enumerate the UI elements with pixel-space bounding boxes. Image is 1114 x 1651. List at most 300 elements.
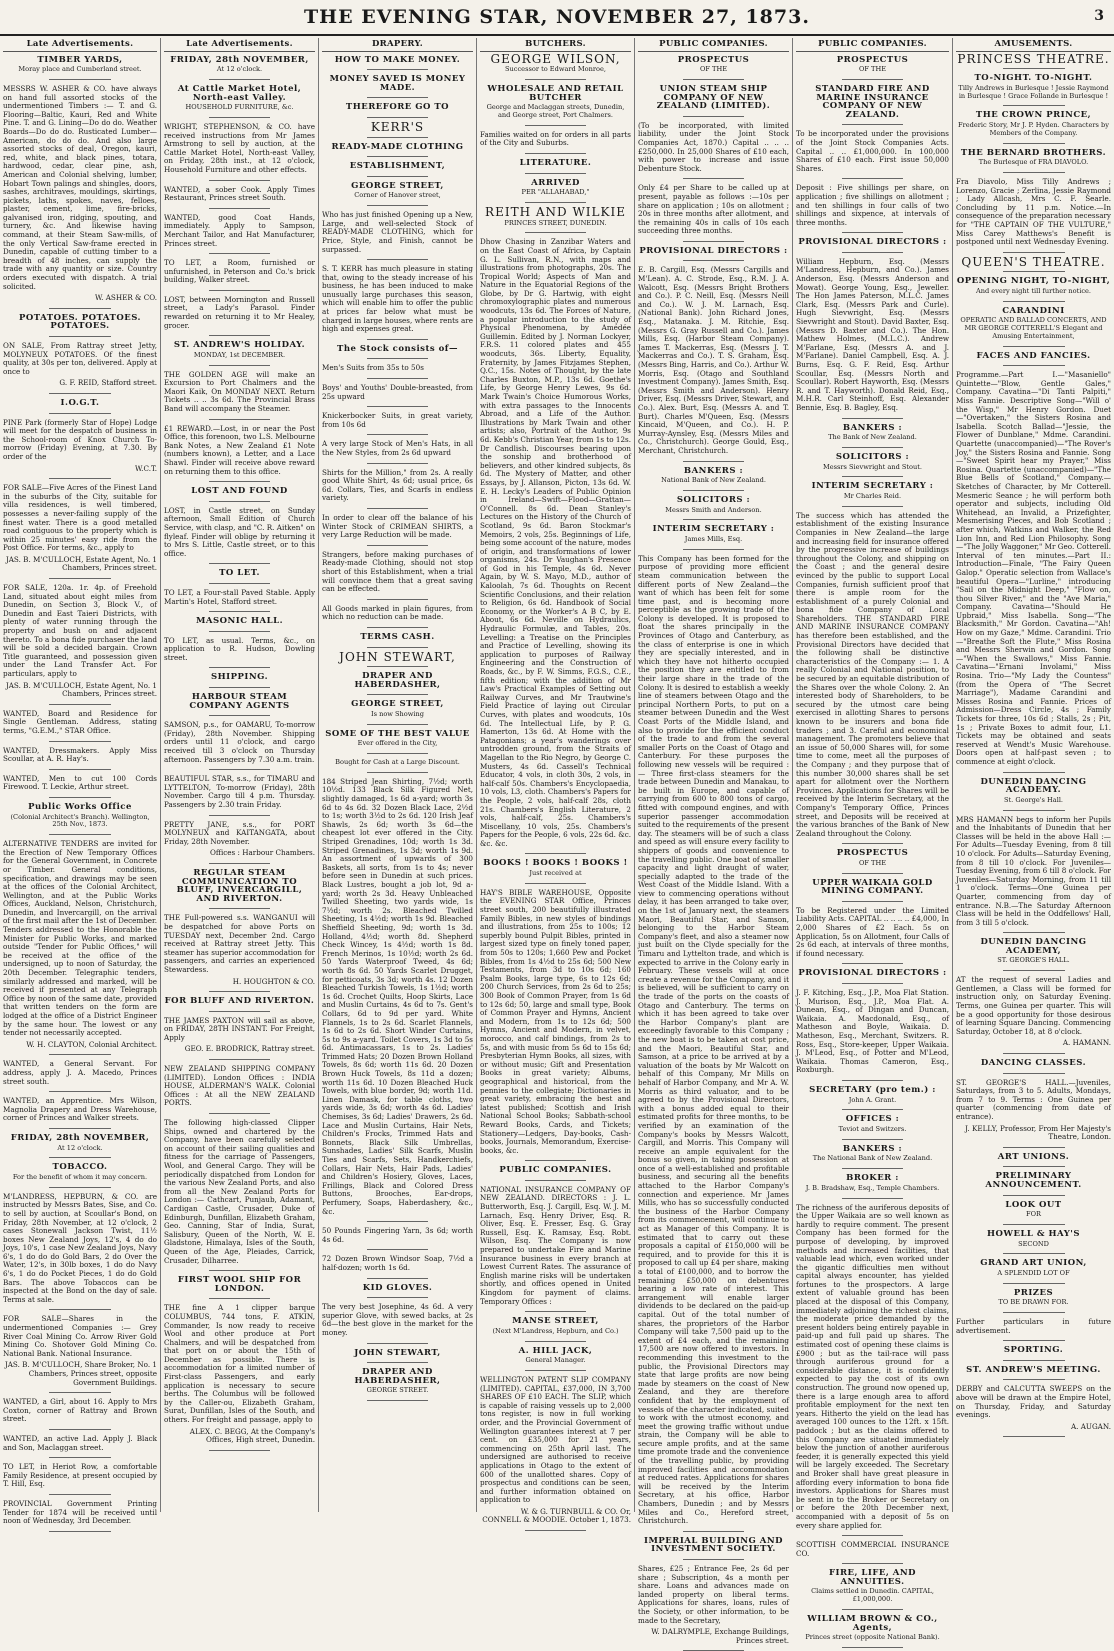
ad-heading: DRAPER AND HABERDASHER, (354, 1367, 441, 1386)
ad-heading: REGULAR STEAM COMMUNICATION TO BLUFF, INVERCARGILL, AND RIVERTON. (176, 867, 303, 904)
ad-heading: KID GLOVES. (362, 1282, 433, 1293)
ad-heading: TERMS CASH. (360, 631, 435, 642)
ad-heading: TOBACCO. (52, 1162, 108, 1173)
ad-body-text: WANTED, good Coat Hands, immediately. Apply to Sampson, Merchant Tailor, and Hat Manufacturer, Princes street. (164, 212, 315, 248)
ad-heading: WILLIAM BROWN & CO., Agents, (807, 1614, 938, 1633)
ad-body-text: WANTED, Men to cut 100 Cords Firewood. T. Leckie, Arthur street. (3, 773, 157, 792)
ad-subheading: James Mills, Esq. (684, 534, 743, 543)
ad-heading: GEORGE STREET, (351, 699, 444, 710)
ad-separator (1003, 932, 1065, 933)
ad-heading: DRAPER AND HABERDASHER, (354, 671, 441, 690)
ad-body-text: THE Full-powered s.s. WANGANUI will be despatched for above Ports on TUESDAY next, December 2nd. Cargo received at Rattray street Jetty. This steamer has superior accommodation for passengers, and carries an experienced Stewardess. (164, 913, 315, 974)
ad-body-text: WANTED, a General Servant. For address, apply J. A. Macedo, Princes street south. (3, 1059, 157, 1086)
ad-body-text: SAMSON, p.s., for OAMARU, To-morrow (Friday), 28th November. Shipping orders until 11 o'clock, and cargo received till 3 o'clock on Thursday afternoon. Passengers by 7.30 a.m. train. (164, 720, 315, 764)
ad-signature: W.C.T. (135, 463, 157, 473)
ad-separator (525, 1341, 585, 1342)
ad-separator (367, 176, 427, 177)
ad-subheading: Ever offered in the City, (357, 739, 438, 748)
ad-body-text: WANTED, an active Lad. Apply J. Black and Son, Maclaggan street. (3, 1433, 157, 1452)
display-heading: QUEEN'S THEATRE. (961, 254, 1106, 269)
ad-subheading: (Next M'Landress, Hepburn, and Co.) (492, 1326, 619, 1335)
ad-separator (209, 631, 269, 632)
column-heading: DRAPERY. (322, 38, 473, 52)
ad-heading: BANKERS : (842, 422, 903, 433)
ad-separator (209, 117, 269, 118)
ad-subheading: Princes street (opposite National Bank). (805, 1633, 940, 1642)
ad-separator (683, 490, 743, 491)
ad-separator (1003, 1224, 1065, 1225)
ad-separator (367, 117, 427, 118)
ad-signature: JAS. B. M'CULLOCH, Share Broker, No. 1 Chambers, Princes street, opposite Government Buildings. (4, 1360, 157, 1387)
ad-separator (367, 694, 427, 695)
ad-separator (209, 180, 269, 181)
ad-heading: PROSPECTUS (836, 54, 909, 65)
ad-separator (209, 501, 269, 502)
ad-heading: BOOKS ! BOOKS ! BOOKS ! (483, 858, 628, 869)
ad-separator (842, 1563, 903, 1564)
ad-heading: MONEY SAVED IS MONEY MADE. (329, 74, 466, 93)
ad-subheading: Bought for Cash at a Large Discount. (335, 758, 460, 767)
ad-separator (367, 1249, 427, 1250)
ad-heading: PROSPECTUS (677, 54, 750, 65)
ad-separator (842, 476, 903, 477)
ad-heading: ART UNIONS. (997, 1151, 1070, 1162)
ad-heading: FIRE, LIFE, AND ANNUITIES. (828, 1568, 917, 1587)
ad-separator (209, 687, 269, 688)
ad-heading: FRIDAY, 28th NOVEMBER, (170, 54, 309, 65)
ad-separator (842, 124, 903, 125)
ad-separator (1003, 105, 1065, 106)
ad-separator (49, 79, 111, 80)
ad-signature: H. HOUGHTON & CO. (232, 976, 315, 986)
ad-separator (367, 753, 427, 754)
ad-heading: HOW TO MAKE MONEY. (334, 54, 461, 65)
ad-separator (1003, 1283, 1065, 1284)
ad-separator (367, 1221, 427, 1222)
ad-body-text: MESSRS W. ASHER & CO. have always on hand full assorted stocks of the undermentioned Timbers :— T. and G. Flooring—Baltic, Kauri, Red and White Pine. T. and G. Lining—Do do do. Weather Boards—Do do do. Rusticated Lumber—American, do do do. And also large assorted stocks of deal, Oregon, kauri, red, white, and black pines, totara, hardwood, cedar, clear pine, ash, American and Colonial shelving, lumber, Hobart Town palings and shingles, doors, sashes, architraves, mouldings, skirtings, pickets, laths, spokes, naves, felloes, plaster, cement, lime, fire-bricks, galvanised iron, ridging, spouting, and turnery, &c. And likewise having command, at their Steam Saw-mills, of the only Vertical Saw-frame erected in Dunedin, capable of cutting timber to a breadth of 48 inches, can supply the trade with any quantity or size. Country orders executed with dispatch. A trial solicited. (3, 83, 157, 291)
ad-separator (842, 843, 903, 844)
ad-separator (209, 1450, 269, 1451)
ad-separator (842, 901, 903, 902)
ad-body-text: Who has just finished Opening up a New, Large, and well-selected Stock of READY-MADE CLOTHING, which for Price, Style, and Finish, cannot be surpassed. (322, 210, 473, 254)
display-heading: REITH AND WILKIE (485, 204, 626, 219)
ad-separator (209, 863, 269, 864)
ad-subheading: The National Bank of New Zealand. (812, 1154, 933, 1163)
ad-separator (49, 1187, 111, 1188)
ad-body-text: E. B. Cargill, Esq. (Messrs Cargills and M'Lean). A. C. Strode, Esq., R.M. J. A. Walcott, Esq. (Messrs Bright Brothers and Co.). P. C. Neill, Esq. (Messrs Neill and Co.). W. J. M. Larnach, Esq. (National Bank). John Richard Jones, Esq., Matanaka. J. M. Ritchie, Esq. (Messrs G. Gray Russell and Co.). James Mills, Esq. (Harbor Steam Company). James T. Mackerras, Esq. (Messrs J. T. Mackerras and Co.). T. S. Graham, Esq. (Messrs Bing, Harris, and Co.). Arthur W. Morris, Esq. (Otago and Southland Investment Company). James Smith, Esq. (Messrs Smith and Anderson). Henry Driver, Esq. (Messrs Driver, Stewart, and Co.). Alex. Burt, Esq. (Messrs A. and T. Burt). Charles M'Queen, Esq. (Messrs Kincaid, M'Queen, and Co.). H. P. Murray-Aynsley, Esq. (Messrs Miles and Co., Christchurch). George Gould, Esq., Merchant, Christchurch. (638, 265, 789, 455)
ad-separator (367, 599, 427, 600)
ad-subheading: PRINCES STREET, DUNEDIN. (504, 218, 607, 227)
ad-body-text: Fra Diavolo, Miss Tilly Andrews ; Lorenzo, Gracie ; Zerlina, Jessie Raymond ; Lady Allcash, Mrs C. F. Searle. Concluding by 11 p.m. Notice.—In consequence of the preparation necessary for "THE CAPTAIN OF THE VULTURE," Miss Carey Matthews's Benefit is postponed until next Wednesday Evening. (956, 176, 1111, 247)
ad-body-text: AT the request of several Ladies and Gentlemen, a Class will be formed for instruction only, on Saturday Evening. Terms, one Guinea per quarter. This will be a good opportunity for those desirous of learning Square Dancing. Commencing Saturday, October 18, at 8 o'clock. (956, 975, 1111, 1036)
ad-body-text: WANTED, Dressmakers. Apply Miss Scoullar, at A. R. Hay's. (3, 745, 157, 764)
ad-subheading: At 12 o'clock. (216, 65, 263, 74)
ad-body-text: FOR SALE—Shares in the undermentioned Companies :— Grey River Coal Mining Co. Arrow River Gold Mining Co. Shotover Gold Mining Co. National Bank. National Insurance. (3, 1314, 157, 1358)
ad-subheading: MONDAY, 1st DECEMBER. (193, 350, 286, 359)
column-4 (476, 38, 634, 1525)
ad-separator (1003, 1253, 1065, 1254)
ad-subheading: St. George's Hall. (1003, 795, 1064, 804)
ad-separator (367, 358, 427, 359)
ad-separator (842, 447, 903, 448)
ad-body-text: HAY'S BIBLE WAREHOUSE, Opposite the EVENING STAR Office, Princes street south, 200 beautifully illustrated Family Bibles, in new styles of bindings and illustrations, from 25s to 100s; 12 superbly bound Pulpit Bibles, printed in largest sized type on finely toned paper, from 50s to 120s; 1,660 Pew and Pocket Bibles, from 1s 4½d to 25s 6d; 500 New Testaments, from 3d to 10s 6d; 160 Psalm Books, large type, 6s to 12s 6d; 200 Church Services, from 2s 6d to 25s; 300 Book of Common Prayer, from 1s 6d to 12s 6d; 50, large and small type, Book of Common Prayer and Hymns, Ancient and Modern, from 1s to 12s 6d; 500 Hymns, Ancient and Modern, in velvet, morocco, and calf bindings, from 2s to 5s, and with music from 5s 6d to 15s 6d; Presbyterian Hymn Books, all sizes, with or without music; Gift and Presentation Books in great variety; Albums, geographical and historical, from the pennies to the collegiate; Dictionaries in great variety, embracing the best and latest published; Scottish and Irish National School Books; Sabbath-school Reward Books, Cards, and Tickets; Stationery—Ledgers, Day-books, Cash-books, Journals, Memorandum, Exercise-books, &c. (480, 887, 631, 1155)
ad-body-text: Shares, £25 ; Entrance Fee, 2s 6d per share ; Subscription, 4s a month per share. Loans and advances made on landed property on liberal terms. Applications for shares, loans, rules of the Society, or other information, to be made to the Secretary, (638, 1564, 789, 1625)
ad-signature: Offices : Harbour Chambers. (209, 848, 315, 858)
ad-body-text: THE fine A 1 clipper barque COLUMBUS, 744 tons, F. ATKIN, Commander, Is now ready to receive Wool and other produce at Port Chalmers, and will be despatched from that port on or about the 15th of December as possible. There is accommodation for a limited number of First-class Passengers, and early application is necessary to secure berths. The Columbus will be followed by the Caller-ou, Elizabeth Graham, Surat, Dunfillan, Isles of the South, and others. For freight and passage, apply to (164, 1303, 315, 1425)
ad-separator (209, 290, 269, 291)
ad-separator (842, 873, 903, 874)
ad-body-text: MRS HAMANN begs to inform her Pupils and the Inhabitants of Dunedin that her Classes will be held in the above Hall :— For Adults—Tuesday Evening, from 8 till 10 o'clock. For Adults—Saturday Evening, from 8 till 10 o'clock. For Juveniles—Tuesday Evening, from 6 till 8 o'clock. For Juveniles—Saturday Morning, from 11 till 1 o'clock. Terms—One Guinea per Quarter, commencing from day of entrance. N.B.—The Saturday Afternoon Class will be held in the Oddfellows' Hall, from 3 till 5 o'clock. (956, 814, 1111, 927)
ad-body-text: PRETTY JANE, s.s., for PORT MOLYNEUX and KAITANGATA, about Friday, 28th November. (164, 819, 315, 846)
ad-heading: HARBOUR STEAM COMPANY AGENTS (189, 692, 290, 711)
ad-heading: PRIZES (1013, 1287, 1054, 1298)
ad-heading: POTATOES. POTATOES. POTATOES. (18, 312, 142, 332)
ad-heading: GRAND ART UNION, (980, 1258, 1087, 1269)
ad-separator (525, 125, 585, 126)
ad-separator (1003, 1073, 1065, 1074)
ad-separator (209, 1113, 269, 1114)
ad-heading: PROVISIONAL DIRECTORS : (798, 237, 947, 248)
ad-heading: FOR BLUFF AND RIVERTON. (164, 996, 315, 1007)
ad-separator (683, 519, 743, 520)
ad-heading: THE BERNARD BROTHERS. (960, 147, 1107, 158)
ad-separator (209, 79, 269, 80)
ad-subheading: GEORGE STREET. (366, 1386, 429, 1395)
ad-subheading: National Bank of New Zealand. (661, 476, 766, 485)
ad-separator (525, 1370, 585, 1371)
ad-heading: PROVISIONAL DIRECTORS : (639, 245, 788, 256)
ad-heading: READY-MADE CLOTHING (331, 141, 464, 152)
ad-separator (209, 253, 269, 254)
ad-body-text: William Hepburn, Esq. (Messrs M'Landress, Hepburn, and Co.). James Anderson, Esq. (Messrs Anderson and Mowat). George Young, Esq., Jeweller. The Hon James Paterson, M.L.C. James Clark, Esq. (Messrs Park and Curle). Hugh Sievwright, Esq. (Messrs Sievwright and Stout). David Baxter, Esq. (Messrs D. Baxter and Co.). The Hon. Mathew Holmes, (M.L.C.). Andrew M'Farlane, Esq. (Messrs A. and J. M'Farlane). Daniel Campbell, Esq. A. J. Burns, Esq. G. F. Reid, Esq. Arthur Scoullar, Esq. (Messrs North and Scoullar). Robert Hayworth, Esq. (Messrs R. and T. Hayworth). Donald Reid, Esq., M.H.R. Carl Steinhoff, Esq. Alexander Bennie, Esq. B. Bagley, Esq. (796, 256, 949, 412)
ad-separator (1003, 1166, 1065, 1167)
ad-separator (525, 79, 585, 80)
ad-body-text: The richness of the auriferous deposits of the Upper Waikaia are so well known as hardly to require comment. The present Company has been formed for the purpose of developing, by improved methods and increased facilities, that valuable lead which, even worked under the gigantic difficulties men without capital always encounter, has yielded fortunes to the prospectors. A large extent of valuable ground has been placed at the disposal of this Company, immediately adjoining the richest claims, the moderate price demanded by the present holders being entirely payable in paid-up and full paid up shares. The estimated cost of opening these claims is £900 ; but as the tail-race will pass through auriferous ground for a considerable distance, it is confidently expected to pay the cost of its own construction. The ground now opened up, there is a large enough area to afford profitable employment for the next ten years. Hitherto the yield on the lead has averaged 100 ounces to the 12ft. x 15ft. paddock ; but as the claims offered to this Company are situated immediately below the junction of another auriferous feeder, it is generally expected this yield will be largely exceeded. The Secretary and Broker shall have great pleasure in affording every information to bona fide investors. Applications for Shares must be sent in to the Broker or Secretary on or before the 20th December next, accompanied with a deposit of 5s on every share applied for. (796, 1202, 949, 1530)
ad-heading: The Stock consists of— (337, 343, 458, 354)
ad-subheading: General Manager. (525, 1356, 586, 1365)
ad-separator (1003, 143, 1065, 144)
ad-signature: GEO. E. BRODRICK, Rattray street. (184, 1044, 315, 1054)
ad-heading: FACES AND FANCIES. (976, 350, 1091, 361)
ad-signature: JAS. B. M'CULLOCH, Estate Agent, No. 1 Chambers, Princes street. (5, 554, 157, 573)
column-5 (634, 38, 792, 1645)
ad-subheading: Is now Showing (371, 709, 424, 718)
ad-separator (49, 578, 111, 579)
column-7 (952, 38, 1114, 1512)
ad-separator (1003, 271, 1065, 272)
ad-separator (1003, 1360, 1065, 1361)
ad-heading: CARANDINI (1002, 305, 1065, 316)
column-3 (318, 38, 476, 1512)
ad-separator (367, 545, 427, 546)
page-number: 3 (1094, 8, 1104, 24)
ad-separator (209, 667, 269, 668)
ad-separator (209, 1011, 269, 1012)
ad-heading: SOLICITORS : (835, 451, 910, 462)
ad-body-text: LOST, in Castle street, on Sunday afternoon, Small Edition of Church Service, with clasp, and "C. R. Aitken" on flyleaf. Finder will oblige by returning it to Mrs S. Little, Castle street, or to this office. (164, 505, 315, 558)
ad-body-text: This Company has been formed for the purpose of providing more efficient steam communication between the different ports of New Zealand—the want of which has been felt for some time past, and is becoming more perceptible as the growing trade of the Colony is developed. It is proposed to float the shares principally in the Provinces of Otago and Canterbury, as the class of enterprise is one in which they are specially interested, and in which they have not hitherto occupied the position they are entitled to from their large share in the trade of the Colony. It is desired to establish a weekly line of steamers between Otago and the principal Northern Ports, to put on a steamer between Dunedin and the West Coast Ports of the Middle Island, and also to provide for the efficient conduct of the trade to and from the several smaller Ports on the Coast of Otago and Canterbury. For these purposes the following new vessels will be required :— Three first-class steamers for the trade between Dunedin and Manakau, to be built in Europe, and capable of carrying from 600 to 800 tons of cargo, fitted with compound engines, and with superior passenger accommodation suited to the requirements of the present day. The steamers will be of such a class and speed as will ensure every facility to shippers of goods and convenience to the travelling public. One boat of smaller capacity and light draught of water, specially adapted to the trade of the West Coast of the Middle Island. With a view to commencing operations without delay, it has been arranged to take over, on the 1st of January next, the steamers Maori, Beautiful Star, and Samson, belonging to the Harbor Steam Company's fleet, and also a steamer now just built on the Clyde specially for the Timaru and Lyttelton trade, and which is expected to arrive in the Colony early in February. These vessels will at once create a revenue for the Company, and it is believed, will be sufficient to carry on the trade of the ports on the coasts of Otago and Canterbury. The terms on which it has been agreed to take over the Harbor Company's plant are exceedingly favorable to this Company ; the new boat is to be taken at cost price, and the Maori, Beautiful Star, and Samson, at a price to be arrived at by a valuation of the boats by Mr Walcott on behalf of this Company, Mr Mills on behalf of Harbor Company, and Mr A. W. Morris as third valuator, and to be agreed to by the Provisional Directors, with a bonus added equal to their estimated profits for three months, to be verified by an examination of the Company's books by Messrs Walcott, Cargill, and Morris. This Company will receive an ample equivalent for the bonus so given, in taking possession at once of a well-established and profitable business, and securing all the benefits attached to the Harbor Company's connection and experience. Mr James Mills, who has so successfully conducted the business of the Harbor Company from its commencement, will continue to act as Manager of this Company. It is estimated that to carry out these proposals a capital of £150,000 will be required, and to provide for this it is proposed to call up £4 per share, making a total of £100,000, and to borrow the remaining £50,000 on debentures bearing a low rate of interest. This arrangement will enable larger dividends to be declared on the paid-up capital. Out of the total number of shares, the proprietors of the Harbor Company will take 7,500 paid up to the extent of £4 each, and the remaining 17,500 are now offered to investors. In recommending this investment to the public, the Provisional Directors may state that large profits are now being made by steamers on the coast of New Zealand, and they are therefore confident that by the employment of vessels of the character indicated, suited to work with the utmost economy, and meet the growing traffic without undue strain, the Company will be able to secure ample profits, and at the same time promote trade and the convenience of the travelling public, by providing improved facilities and accommodation at reduced rates. Applications for shares will be received by the Interim Secretary, at his office, Harbor Chambers, Dunedin ; and by Messrs Miles and Co., Hereford street, Christchurch. (638, 553, 789, 1526)
ad-heading: PROSPECTUS (836, 848, 909, 859)
ad-separator (525, 853, 585, 854)
ad-body-text: 50 Pounds Fingering Yarn, 3s 6d; worth 4s 6d. (322, 1226, 473, 1244)
ad-subheading: TO BE DRAWN FOR. (998, 1298, 1069, 1307)
ad-body-text: TO LET, in Heriot Row, a comfortable Family Residence, at present occupied by T. Hill, Esq. (3, 1462, 157, 1489)
ad-separator (367, 463, 427, 464)
ad-separator (209, 1298, 269, 1299)
ad-heading: WHOLESALE AND RETAIL BUTCHER (487, 83, 624, 103)
ad-subheading: J. B. Bradshaw, Esq., Temple Chambers. (805, 1183, 940, 1192)
ad-body-text: WELLINGTON PATENT SLIP COMPANY (LIMITED). CAPITAL, £37,000, IN 3,700 SHARES OF £10 EACH. The SLIP, which is capable of raising vessels up to 2,000 tons register, is now in full working order, and the Provincial Government of Wellington guarantees interest at 7 per cent. on £35,000 for 21 years, commencing on 25th April last. The undersigned are authorised to receive applications in Otago to the extent of 600 of the unallotted shares. Copy of prospectus and conditions can be seen, and further information obtained on application to (480, 1374, 631, 1505)
ad-heading: JOHN STEWART, (354, 1347, 441, 1358)
ad-separator (367, 97, 427, 98)
ad-separator (1003, 810, 1065, 811)
ad-separator (1003, 1312, 1065, 1313)
ad-separator (842, 178, 903, 179)
ad-body-text: To be incorporated under the provisions of the Joint Stock Companies Acts. Capital .. .. £1,000,000. In 100,000 Shares of £10 each. First issue 50,000 Shares. (796, 129, 949, 173)
ad-body-text: ON SALE, From Rattray street Jetty, MOLYNEUX POTATOES. Of the finest quality, at 30s per ton, delivered. Apply at once to (3, 341, 157, 376)
ad-separator (49, 834, 111, 835)
ad-separator (209, 908, 269, 909)
ad-body-text: Knickerbocker Suits, in great variety, from 10s 6d (322, 411, 473, 429)
ad-body-text: Programme.—Part I.—"Masaniello" Quintette—"Blow, Gentle Gales," Company. Cavatina—"Di Tanti Palpiti," Miss Fannie. Descriptive Song—"Will o' the Wisp," Mr Henry Gordon. Duet—"Overtaken," the Sisters Rosina and Isabella. Scotch Ballad—"Jessie, the Flower of Dunblane," Mdme. Carandini. Quartette (unaccompanied)—"The Rover's Joy," the Sisters Rosina and Fannie. Song—"Sweet Spirit hear my Prayer," Miss Rosina. Quartette (unaccompanied)—"The Blue Bells of Scotland," Company.—Sketches of Character, by Mr Cotterell. Mesmeric Seance ; he will perform both operator and subjects, including Old Whitehead, an Invalid, a Prizefighter, Mesmerising Pieces, and Bob Scotland ; after which, Watkins and Walker, the Red Lion Inn, and Red Lion Philosophy. Song—"The Jolly Waggoner," Mr Geo. Cotterell. Interval of ten minutes.—Part II.: Introduction—Finale, "The Fairy Queen Galop." Operatic selection from Wallace's beautiful Opera—"Lurline," introducing "Sail on the Midnight Deep," "Flow on, thou Silver River," and the "Ave Maria," Company. Cavatina—"Should He Upbraid," Miss Isabella. Song—"The Blacksmith," Mr Gordon. Cavatina—"Ah! How on my Gaze," Mdme. Carandini. Trio—"Breathe Soft the Flute," Miss Rosina and Messrs Sherwin and Gordon. Song—"When the Swallows," Miss Fannie. Cavatina—"Ernani Involami," Miss Rosina. Trio—"My Lady the Countess" (from the Opera of "The Secret Marriage"), Madame Carandini and Misses Rosina and Fannie. Prices of Admission—Dress Circle, 4s ; Family Tickets for three, 10s 6d ; Stalls, 2s ; Pit, 1s ; Private Boxes to admit four, L1. Tickets may be obtained and seats reserved at Wendt's Music Warehouse. Doors open at half-past seven ; to commence at eight o'clock. (956, 370, 1111, 766)
ad-signature: J. KELLY, Professor, From Her Majesty's Theatre, London. (965, 1123, 1111, 1142)
ad-heading: OFFICES : (845, 1114, 900, 1125)
ad-separator (525, 883, 585, 884)
ad-heading: GEORGE STREET, (351, 180, 444, 191)
ad-separator (209, 1059, 269, 1060)
ad-separator (525, 232, 585, 233)
ad-signature: W. DALRYMPLE, Exchange Buildings, Princes street. (651, 1627, 789, 1645)
ad-separator (842, 1109, 903, 1110)
ad-heading: STANDARD FIRE AND MARINE INSURANCE COMPANY OF NEW ZEALAND. (815, 83, 930, 120)
ad-separator (367, 772, 427, 773)
ad-subheading: (Colonial Architect's Branch). Wellington, 25th Nov., 1873. (10, 812, 150, 829)
ad-body-text: To be Registered under the Limited Liability Acts. CAPITAL .. .. .. .. £4,000, In 2,000 Shares of £2 Each. 5s on Application, 5s on Allotment, four Calls of 2s 6d each, at intervals of three months, if found necessary. (796, 905, 949, 958)
ad-heading: Public Works Office (28, 801, 132, 812)
ad-body-text: LOST, between Mornington and Russell street, a Lady's Parasol. Finder rewarded on returning it to Mr Healey, grocer. (164, 294, 315, 330)
ad-separator (842, 1139, 903, 1140)
ad-separator (525, 1311, 585, 1312)
ad-subheading: The Burlesque of FRA DIAVOLO. (978, 158, 1089, 167)
ad-subheading: OPERATIC AND BALLAD CONCERTS, AND MR GEORGE COTTERELL'S Elegant and Amusing Entertainment, (960, 316, 1107, 340)
ad-separator (209, 419, 269, 420)
ad-separator (367, 724, 427, 725)
ad-heading: SOME OF THE BEST VALUE (325, 728, 470, 739)
ad-body-text: Deposit : Five shillings per share, on application ; five shillings on allotment ; and ten shillings in four calls of two shillings and sixpence, at intervals of three months. (796, 183, 949, 227)
ad-separator (842, 506, 903, 507)
ad-body-text: £1 REWARD.—Lost, in or near the Post Office, this forenoon, two L.S. Melbourne Bank Notes, a New Zealand £1 Note (numbers known), a Letter, and a Lace Shawl. Finder will receive above reward on returning them to this office. (164, 423, 315, 476)
ad-separator (842, 1535, 903, 1536)
ad-heading: THEREFORE GO TO (345, 102, 450, 113)
ad-body-text: TO LET, as usual. Terms, &c., on application to R. Hudson, Dowling street. (164, 635, 315, 662)
ad-separator (49, 1128, 111, 1129)
ad-subheading: Frederic Story, Mr J. P. Hyden. Characters by Members of the Company. (958, 120, 1109, 137)
ad-separator (209, 991, 269, 992)
ad-separator (49, 769, 111, 770)
ad-subheading: Messrs Sievwright and Stout. (822, 462, 923, 471)
ad-heading: LITERATURE. (519, 157, 592, 168)
ad-separator (683, 1531, 743, 1532)
ad-separator (525, 1530, 585, 1531)
ad-separator (49, 1392, 111, 1393)
ad-body-text: NEW ZEALAND SHIPPING COMPANY (LIMITED). London Offices : INDIA HOUSE, ALDERMAN'S WALK. Colonial Offices : At all the NEW ZEALAND PORTS. (164, 1064, 315, 1108)
ad-heading: SOLICITORS : (676, 494, 751, 505)
ad-separator (525, 153, 585, 154)
ad-body-text: TO LET, a Four-stall Paved Stable. Apply Martin's Hotel, Stafford street. (164, 587, 315, 606)
ad-body-text: (To be incorporated, with limited liability, under the Joint Stock Companies Act, 1870.) Capital .. .. .. £250,000. In 25,000 Shares of £10 each, with power to increase and issue Debenture Stock. (638, 120, 789, 173)
ad-separator (367, 647, 427, 648)
ad-body-text: ST. GEORGE'S HALL.—Juveniles, Saturdays, from 3 to 5. Adults, Mondays, from 7 to 9. Terms : One Guinea per quarter (commencing from date of entrance). (956, 1077, 1111, 1121)
ad-subheading: Mr Charles Reid. (843, 491, 902, 500)
ad-separator (367, 406, 427, 407)
ad-separator (367, 1278, 427, 1279)
ad-body-text: M'LANDRESS, HEPBURN, & CO. are instructed by Messrs Bates, Sise, and Co. to sell by auction, at Scoullar's Bond, on Friday, 28th November, at 12 o'clock, 2 cases Stonewall Jackson Twist, 11½ boxes New Zealand Joys, 12's, 4 do do Joys, 10's, 1 case New Zealand Joys, Navy 6's, 1 do do do Gold Bars, 2 do Over the Water, 12's, in 30lb boxes, 1 do do Navy 6's, 1 do do Pocket Pieces, 1 do do Gold Bars. The above Tobaccos can be inspected at the Bond on the day of sale. Terms at sale. (3, 1191, 157, 1304)
column-heading: Late Advertisements. (164, 38, 315, 52)
ad-separator (209, 715, 269, 716)
ad-heading: UPPER WAIKAIA GOLD MINING COMPANY. (812, 877, 933, 897)
ad-body-text: WRIGHT, STEPHENSON, & CO. have received instructions from Mr James Armstrong to sell by auction, at the Cattle Market Hotel, North-east Valley, on Friday, 28th inst., at 12 o'clock, Household Furniture and other effects. (164, 121, 315, 174)
ad-heading: HOWELL & HAY'S (986, 1228, 1081, 1239)
display-heading: GEORGE WILSON, (490, 51, 621, 66)
ad-separator (683, 461, 743, 462)
ad-separator (49, 308, 111, 309)
display-heading: PRINCESS THEATRE. (957, 51, 1110, 66)
ad-subheading: OF THE (858, 858, 887, 867)
ad-subheading: OF THE (699, 65, 728, 74)
ad-heading: SPORTING. (1003, 1345, 1064, 1356)
ad-separator (842, 983, 903, 984)
ad-separator (209, 583, 269, 584)
ad-body-text: WANTED, an Apprentice. Mrs Wilson, Magnolia Drapery and Dress Warehouse, corner of Princes and Walker streets. (3, 1096, 157, 1123)
ad-subheading: PER "ALLAHABAD," (521, 188, 590, 197)
ad-separator (49, 393, 111, 394)
ad-separator (209, 335, 269, 336)
ad-heading: LOOK OUT (1005, 1199, 1062, 1210)
ad-separator (49, 1457, 111, 1458)
ad-heading: DUNEDIN DANCING ACADEMY, (980, 937, 1087, 956)
ad-body-text: BEAUTIFUL STAR, s.s., for TIMARU and LYTTELTON, To-morrow (Friday), 28th November. Cargo till 4 p.m. Thursday. Passengers by 2.30 train Friday. (164, 774, 315, 810)
newspaper-title: THE EVENING STAR, NOVEMBER 27, 1873. (304, 6, 810, 28)
ad-separator (683, 1559, 743, 1560)
ad-body-text: Families waited on for orders in all parts of the City and Suburbs. (480, 129, 631, 148)
ad-separator (49, 1157, 111, 1158)
ad-body-text: 72 Dozen Brown Windsor Soap, 7½d a half-dozen; worth 1s 6d. (322, 1254, 473, 1272)
ad-separator (209, 365, 269, 366)
ad-separator (1003, 1053, 1065, 1054)
ad-separator (1003, 301, 1065, 302)
ad-separator (49, 1531, 111, 1532)
ad-separator (1003, 68, 1065, 69)
ad-heading: TO LET. (219, 568, 260, 579)
ad-body-text: The following high-classed Clipper Ships, owned and chartered by the Company, have been carefully selected on account of their sailing qualities and fitness for the carriage of Passengers, Wool, and General Cargo. They will be periodically dispatched from London for the various New Zealand Ports, and also from all the New Zealand Ports for London :— Cathcart, Punjaub, Adamant, Cardigan Castle, Crusader, Duke of Edinburgh, Dunfillan, Elizabeth Graham, Geo. Canning, Star of India, Surat, Salisbury, Queen of the North, W. E. Gladstone, Himalaya, Isles of the South, Queen of the Age, Pleiades, Carrick, Crusader, Dilharree. (164, 1118, 315, 1265)
ad-heading: UNION STEAM SHIP COMPANY OF NEW ZEALAND (LIMITED). (656, 83, 771, 112)
ad-heading: FRIDAY, 28th NOVEMBER, (10, 1132, 150, 1143)
ad-separator (367, 508, 427, 509)
ad-separator (525, 1180, 585, 1181)
ad-separator (367, 434, 427, 435)
ad-heading: BROKER : (846, 1173, 899, 1184)
ad-body-text: FOR SALE, 120a. 1r. 4p. of Freehold Land, situated about eight miles from Dunedin, on Section 3, Block V., of Dunedin and East Taieri Districts, with plenty of water running through the property and bush on and adjacent thereto. To a bona fide purchaser the land will be sold a decided bargain. Crown Title guaranteed, and possession given under the Land Transfer Act. For particulars, apply to (3, 583, 157, 679)
ad-heading: INTERIM SECRETARY : (652, 524, 775, 535)
ad-separator (367, 156, 427, 157)
ad-subheading: Teviot and Switzers. (838, 1124, 907, 1133)
ad-body-text: FOR SALE—Five Acres of the Finest Land in the suburbs of the City, suitable for villa residences, is well timbered, possesses a never-failing supply of the finest water. There is a good metalled road contiguous to the property which is within 25 minutes' easy ride from the Post Office. For terms, &c., apply to (3, 483, 157, 553)
ad-separator (49, 413, 111, 414)
ad-heading: ST. ANDREW'S HOLIDAY. (173, 340, 306, 351)
ad-heading: ST. ANDREW'S MEETING. (966, 1364, 1101, 1375)
ad-heading: DUNEDIN DANCING ACADEMY. (980, 776, 1087, 796)
ad-separator (49, 1091, 111, 1092)
ad-separator (367, 378, 427, 379)
ad-separator (1003, 970, 1065, 971)
column-6 (792, 38, 952, 1642)
ad-heading: A. HILL JACK, (518, 1345, 593, 1356)
ad-heading: FIRST WOOL SHIP FOR LONDON. (177, 1275, 302, 1294)
ad-subheading: And every night till further notice. (975, 286, 1092, 295)
column-2 (160, 38, 318, 1512)
ad-heading: At Cattle Market Hotel, North-east Valley. (177, 83, 302, 103)
ad-separator (209, 1270, 269, 1271)
ad-separator (1003, 365, 1065, 366)
ad-separator (367, 137, 427, 138)
ad-subheading: Corner of Hanover street, (354, 191, 441, 200)
ad-body-text: TO LET, a Room, furnished or unfurnished, in Peterson and Co.'s brick building, Walker street. (164, 258, 315, 285)
ad-body-text: Dhow Chasing in Zanzibar Waters and on the East Coast of Africa, by Captain G. L. Sullivan, R.N., with maps and illustrations from photographs, 20s. The Tropical World; Aspects of Man and Nature in the Equatorial Regions of the Globe, by Dr G. Hartwig, with eight chromoxylographic plates and numerous woodcuts, 13s 6d. The Forces of Nature, a popular introduction to the study of Physical Phenomena, by Amédée Guillemin. Edited by J. Norman Lockyer, F.R.S. 11 colored plates and 455 woodcuts, 36s. Liberty, Equality, Fraternity, by James Fitzjames Stephen, Q.C., 15s. Notes of Thought, by the late Charles Buxton, M.P., 13s 6d. Goethe's Life, by George Henry Lewes, 9s 6d. Mark Twain's Choice Humorous Works, with extra passages to the Innocents Abroad, and a Life of the Author. Illustrations by Mark Twain and other artists; also, Portrait of the Author, 9s 6d. Kebb's Christian Year, from 1s to 12s. Dr Candlish. Discourses bearing upon the sonship and brotherhood of believers, and other kindred subjects, 8s 6d. The Mystery of Matter, and other Essays, by J. Allanson, Picton, 13s 6d. W. E. H. Lecky's Leaders of Public Opinion in Ireland—Swift—Flood—Grattan—O'Connell. 8s 6d. Dean Stanley's Lectures on the History of the Church of Scotland, 9s 6d. Baron Stockmar's Memoirs, 2 vols, 25s. Beginnings of Life, being some account of the nature, modes of origin, and transformations of lower organisms, 24s. Dr Vaughan's Presence of God in his Temple, 4s 6d. Never Again, by W. S. Mayo, M.D., author of Kaloolah, 7s 6d. Thoughts on Recent Scientific Conclusions, and their relation to Religion, 6s 6d. Handbook of Social Economy, or the Worker's A B C, by E. About, 6s 6d. Neville on Hydraulics, Hydraulic Formulæ, and Tables, 20s. Levelling: a Treatise on the Principles and Practice of Levelling, showing its application to purposes of Railway Engineering and the Construction of Roads, &c., by F. W. Simms, F.G.S., C.E., fifth edition; with the addition of Mr Law's Practical Examples of Setting out Railway Curves, and Mr Trautwine's Field Practice of laying out Circular Curves, with plates and woodcuts, 10s 6d. The Intellectual Life, by P. G. Hamerton, 13s 6d. At Home with the Patagonians; a year's wanderings over untrodden ground, from the Straits of Magellan to the Rio Negro, by George C. Musters, 4s 6d. Cassell's Technical Educator, 4 vols, in cloth 30s, 2 vols, in half-calf 50s. Chambers's Encyclopaedia, 10 vols, L3, cloth. Chambers's Papers for the People, 2 vols, half-calf 28s, cloth 21s. Chambers's English Literature, 2 vols, half-calf, 25s. Chambers's Miscellany, 10 vols, 25s. Chambers's Papers for the People, 6 vols, 22s 6d. &c. &c. &c. (480, 237, 631, 848)
ad-signature: W. H. CLAYTON, Colonial Architect. (26, 1039, 157, 1049)
ad-subheading: Messrs Smith and Anderson. (665, 505, 762, 514)
ad-separator (367, 666, 427, 667)
column-heading: PUBLIC COMPANIES. (638, 38, 789, 52)
ad-body-text: DERBY and CALCUTTA SWEEPS on the above will be drawn at the Empire Hotel, on Thursday, Friday, and Saturday evenings. (956, 1384, 1111, 1420)
ad-body-text: Strangers, before making purchases of Ready-made Clothing, should not stop short of this Establishment, when a trial will convince them that a great saving can be effected. (322, 549, 473, 594)
ad-separator (49, 1054, 111, 1055)
ad-subheading: OF THE (858, 65, 887, 74)
ad-separator (1003, 1436, 1065, 1437)
ad-separator (842, 1647, 903, 1648)
ad-separator (49, 797, 111, 798)
ad-separator (209, 481, 269, 482)
ad-body-text: WANTED, Board and Residence for Single Gentleman. Address, stating terms, "G.E.M.," STAR Office. (3, 708, 157, 735)
ad-signature: A. HAMANN. (1062, 1038, 1111, 1048)
ad-heading: SHIPPING. (210, 672, 269, 683)
ad-heading: THE CROWN PRINCE, (975, 110, 1092, 121)
ad-separator (1003, 346, 1065, 347)
ad-separator (367, 1343, 427, 1344)
ad-separator (842, 1168, 903, 1169)
masthead (0, 0, 1114, 36)
column-heading: Late Advertisements. (3, 38, 157, 52)
ad-heading: LOST AND FOUND (191, 486, 288, 497)
ad-separator (367, 69, 427, 70)
column-1 (0, 38, 160, 1526)
ad-heading: IMPERIAL BUILDING AND INVESTMENT SOCIETY. (644, 1535, 783, 1555)
ad-heading: TO-NIGHT. TO-NIGHT. (974, 73, 1093, 84)
ad-separator (1003, 1340, 1065, 1341)
ad-body-text: NATIONAL INSURANCE COMPANY OF NEW ZEALAND. DIRECTORS : J. L. Butterworth, Esq. J. Cargill, Esq. W. J. M. Larnach, Esq. Henry Driver, Esq. R. Oliver, Esq. E. Fresser, Esq. G. Gray Russell, Esq. K. Ramsay, Esq. Robt. Wilson, Esq. The Company is now prepared to undertake Fire and Marine Insurance business in every branch at Lowest Current Rates. The assurance of English marine risks will be undertaken shortly, and offices opened in United Kingdom for payment of claims. Temporary Offices : (480, 1184, 631, 1306)
ad-separator (1003, 172, 1065, 173)
ad-separator (49, 1309, 111, 1310)
column-heading: AMUSEMENTS. (956, 38, 1111, 52)
ad-heading: MASONIC HALL. (195, 616, 284, 627)
ad-body-text: PROVINCIAL Government Printing Tender for 1874 will be received until noon of Wednesday, 3rd December. (3, 1498, 157, 1526)
ad-heading: BANKERS : (683, 465, 744, 476)
ad-separator (1003, 1147, 1065, 1148)
ad-separator (49, 704, 111, 705)
ad-heading: PROVISIONAL DIRECTORS : (798, 968, 947, 979)
ad-body-text: SCOTTISH COMMERCIAL INSURANCE CO. (796, 1540, 949, 1558)
ad-body-text: WANTED, a Girl, about 16. Apply to Mrs Coxton, corner of Rattray and Brown street. (3, 1397, 157, 1424)
ad-body-text: A very large Stock of Men's Hats, in all the New Styles, from 2s 6d upward (322, 439, 473, 458)
